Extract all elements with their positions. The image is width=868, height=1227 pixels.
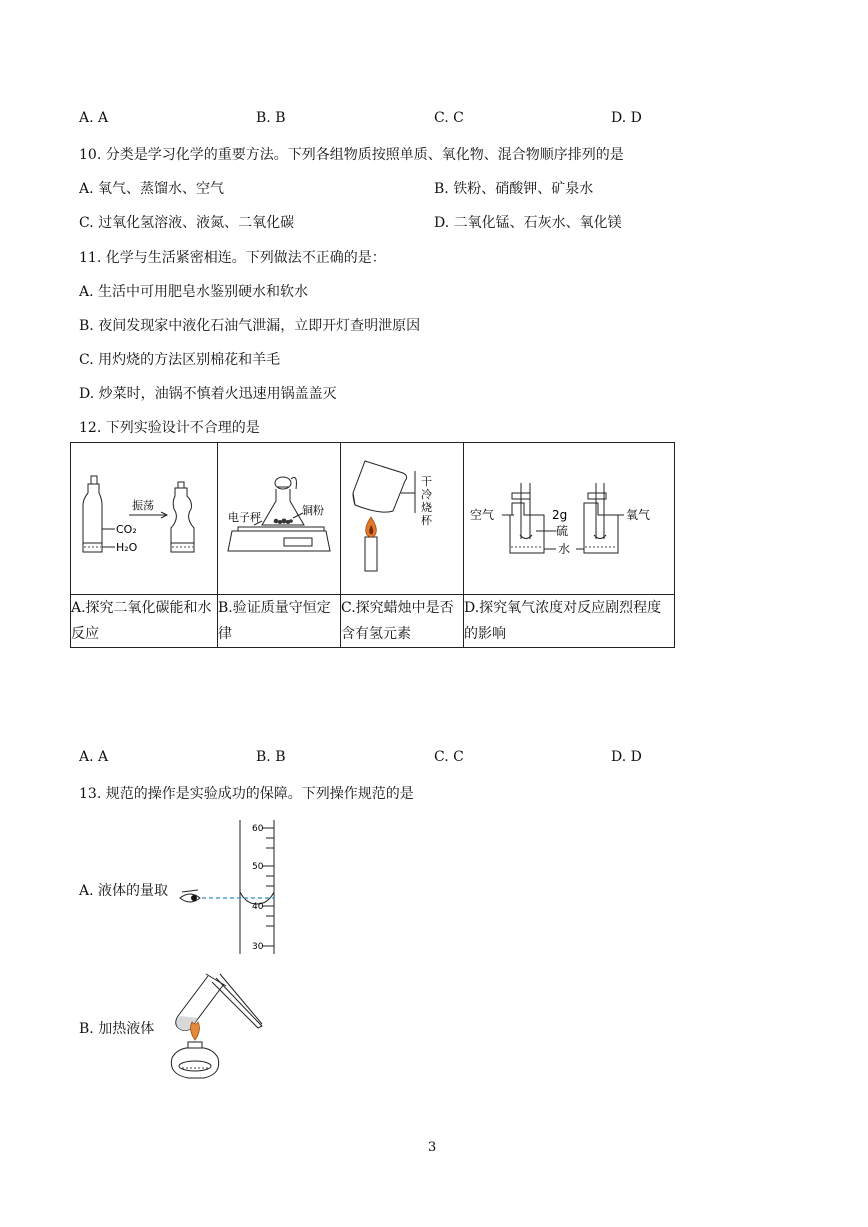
graduated-cylinder-figure [176,818,286,958]
label-cup-4: 杯 [421,514,432,527]
label-cup-1: 干 [421,475,432,488]
label-2g: 2g [552,508,568,522]
candle-figure [341,443,463,590]
q12-figure-d-cell [464,443,675,595]
q9-option-b: B. B [256,110,286,126]
q12-option-d: D. D [611,749,642,765]
q10-option-d: D. 二氧化锰、石灰水、氧化镁 [434,215,622,231]
q10-stem: 10. 分类是学习化学的重要方法。下列各组物质按照单质、氧化物、混合物顺序排列的是 [79,147,624,163]
q10-option-c: C. 过氧化氢溶液、液氮、二氧化碳 [79,215,295,231]
tick-30: 30 [252,942,264,952]
q9-option-d: D. D [611,110,642,126]
q12-experiment-table [70,442,675,648]
q10-option-b: B. 铁粉、硝酸钾、矿泉水 [434,181,594,197]
q12-figure-a-cell [71,443,218,595]
q11-option-c: C. 用灼烧的方法区别棉花和羊毛 [79,352,281,368]
co2-bottle-figure [71,443,217,590]
label-sulfur: 硫 [556,524,569,538]
q12-option-a: A. A [79,749,109,765]
balance-figure [218,443,340,590]
q12-figure-b-cell [218,443,341,595]
q12-figure-c-cell [341,443,464,595]
tick-50: 50 [252,862,264,872]
q12-option-b: B. B [256,749,286,765]
label-copper-powder: 铜粉 [302,504,324,517]
q9-option-c: C. C [434,110,464,126]
q12-caption-c: C.探究蜡烛中是否含有氢元素 [341,595,464,648]
label-air: 空气 [470,508,495,522]
label-cup-3: 烧 [421,501,432,514]
label-h2o: H₂O [116,541,138,554]
q12-stem: 12. 下列实验设计不合理的是 [79,420,260,436]
sulfur-combustion-figure [464,443,674,590]
label-shake: 振荡 [132,499,154,512]
q11-stem: 11. 化学与生活紧密相连。下列做法不正确的是： [79,250,386,266]
label-oxygen: 氧气 [626,508,651,522]
q11-option-b: B. 夜间发现家中液化石油气泄漏，立即开灯查明泄原因 [79,318,421,334]
label-water: 水 [558,542,571,556]
q12-option-c: C. C [434,749,464,765]
label-co2: CO₂ [116,523,137,536]
tick-60: 60 [252,824,264,834]
q13-option-a: A. 液体的量取 [79,883,169,899]
label-balance: 电子秤 [228,511,261,524]
q13-stem: 13. 规范的操作是实验成功的保障。下列操作规范的是 [79,786,414,802]
page-number: 3 [428,1140,437,1155]
heating-liquid-figure [158,964,268,1086]
q10-option-a: A. 氧气、蒸馏水、空气 [79,181,225,197]
q13-option-b: B. 加热液体 [79,1021,155,1037]
q12-caption-b: B.验证质量守恒定律 [218,595,341,648]
q9-option-a: A. A [79,110,109,126]
label-cup-2: 冷 [421,488,432,501]
tick-40: 40 [252,902,264,912]
q12-caption-a: A.探究二氧化碳能和水反应 [71,595,218,648]
q11-option-d: D. 炒菜时，油锅不慎着火迅速用锅盖盖灭 [79,386,337,402]
q12-caption-d: D.探究氧气浓度对反应剧烈程度的影响 [464,595,675,648]
q11-option-a: A. 生活中可用肥皂水鉴别硬水和软水 [79,284,309,300]
